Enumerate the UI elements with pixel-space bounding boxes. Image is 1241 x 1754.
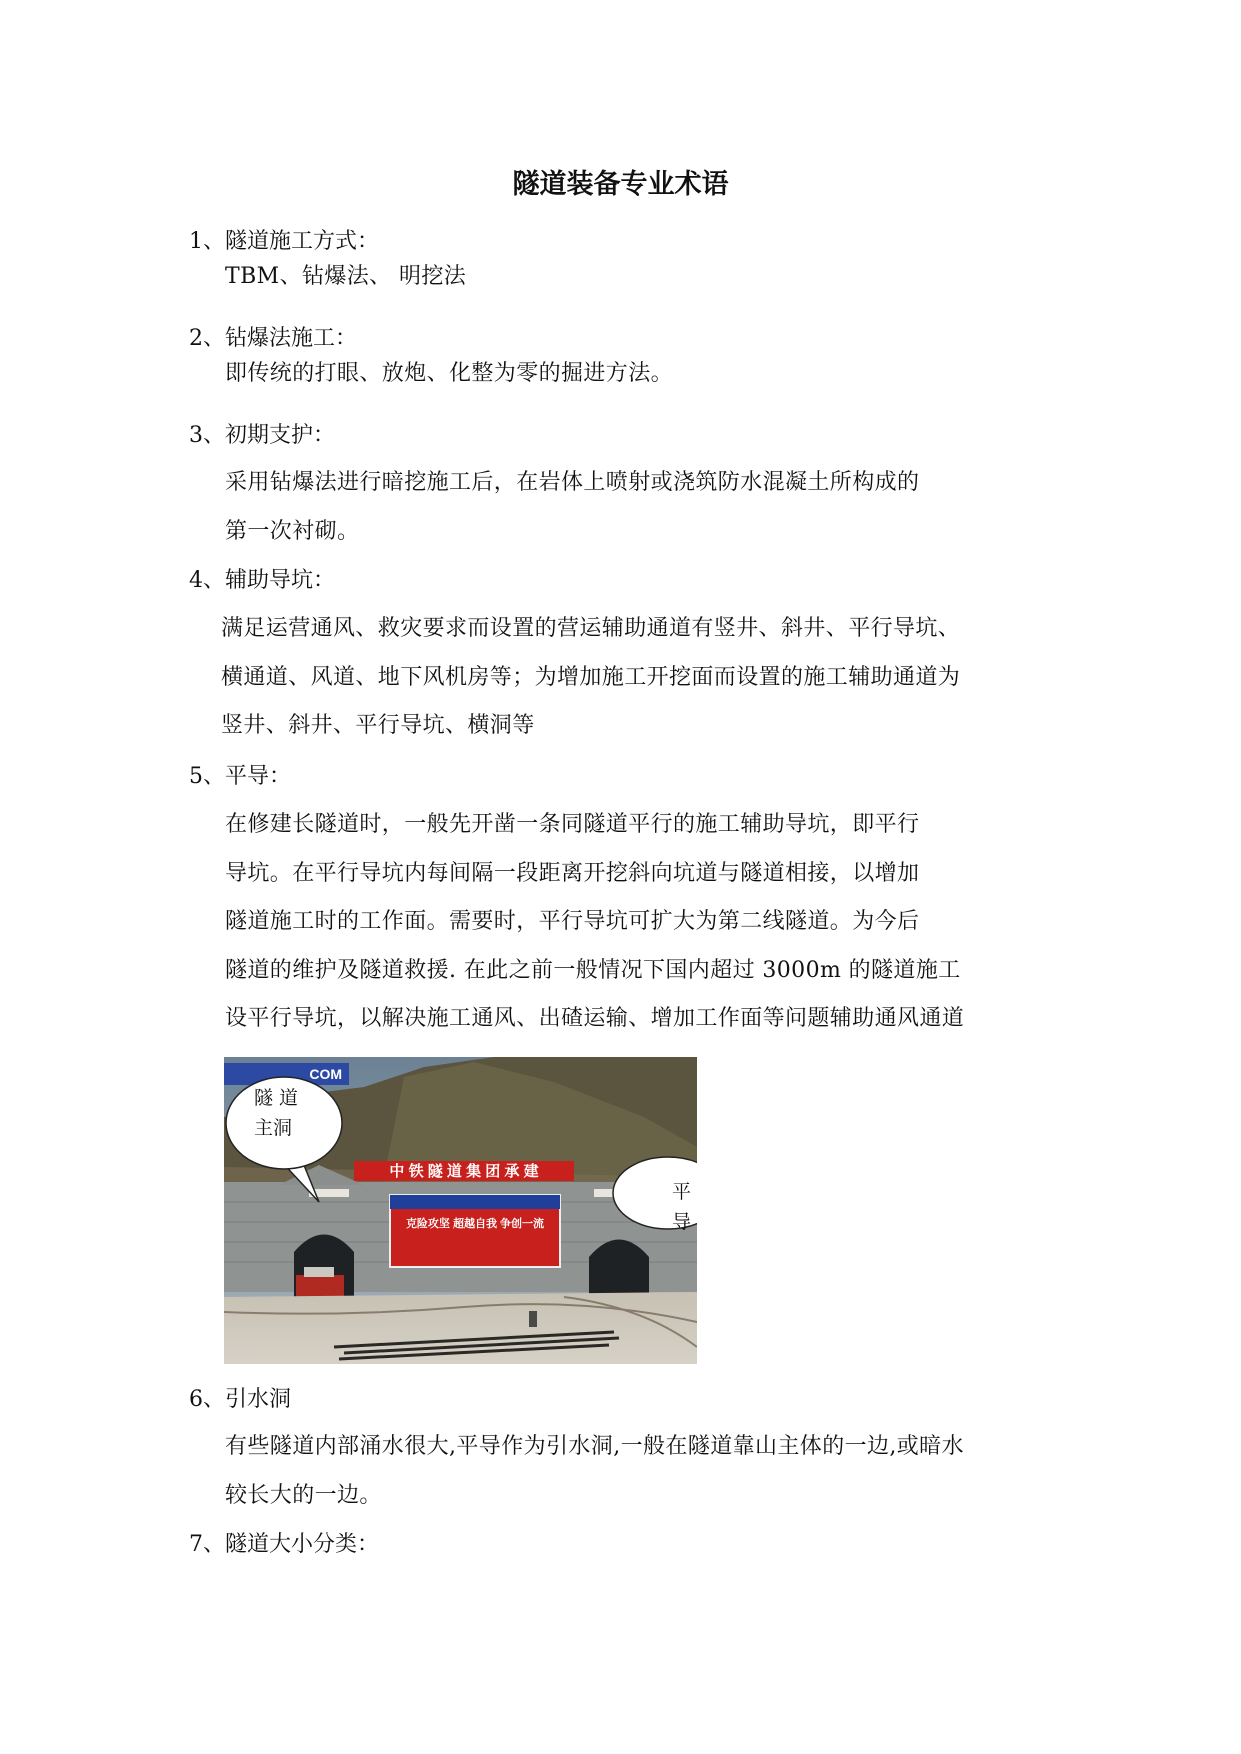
document-title: 隧道装备专业术语 — [512, 169, 729, 200]
section-4-line-2: 横通道、风道、地下风机房等；为增加施工开挖面而设置的施工辅助通道为 — [221, 664, 961, 690]
tunnel-portal-photo — [224, 1057, 697, 1364]
section-5-heading: 5、平导： — [189, 764, 291, 789]
callout-main-tunnel-line-1: 隧 道 — [254, 1087, 299, 1109]
section-3-body — [225, 459, 1060, 556]
photo-top-sign: 中 铁 隧 道 集 团 承 建 — [389, 1163, 539, 1180]
section-6-line-2: 较长大的一边。 — [225, 1482, 382, 1508]
section-6-line-1: 有些隧道内部涌水很大,平导作为引水洞,一般在隧道靠山主体的一边,或暗水 — [225, 1434, 964, 1459]
section-2-heading: 2、钻爆法施工： — [189, 326, 357, 351]
section-6-body — [225, 1423, 1060, 1520]
callout-main-tunnel-line-2: 主洞 — [254, 1117, 293, 1139]
section-5-line-4: 隧道的维护及隧道救援. 在此之前一般情况下国内超过 3000m 的隧道施工 — [225, 957, 961, 983]
section-4-line-3: 竖井、斜井、平行导坑、横洞等 — [221, 713, 535, 739]
section-5-line-5: 设平行导坑，以解决施工通风、出碴运输、增加工作面等问题辅助通风通道 — [225, 1006, 965, 1032]
section-4-body — [221, 605, 1061, 751]
section-5-body — [225, 801, 1060, 1044]
section-3-line-2: 第一次衬砌。 — [225, 518, 360, 544]
photo-banner-slogan: 克险攻坚 超越自我 争创一流 — [405, 1218, 545, 1230]
section-3-heading: 3、初期支护： — [189, 423, 335, 448]
section-2-line-1: 即传统的打眼、放炮、化整为零的掘进方法。 — [225, 361, 674, 386]
section-5-line-3: 隧道施工时的工作面。需要时，平行导坑可扩大为第二线隧道。为今后 — [225, 909, 920, 935]
section-7-heading: 7、隧道大小分类： — [189, 1532, 379, 1557]
callout-parallel-tunnel: 平导 — [672, 1181, 692, 1233]
photo-watermark: COM — [309, 1066, 342, 1082]
section-1-line-1: TBM、钻爆法、 明挖法 — [225, 264, 467, 289]
section-6-heading: 6、引水洞 — [189, 1387, 291, 1412]
section-3-line-1: 采用钻爆法进行暗挖施工后，在岩体上喷射或浇筑防水混凝土所构成的 — [225, 470, 920, 495]
section-1-body — [225, 253, 1060, 302]
section-4-heading: 4、辅助导坑： — [189, 568, 335, 593]
section-5-line-1: 在修建长隧道时，一般先开凿一条同隧道平行的施工辅助导坑，即平行 — [225, 812, 920, 837]
callout-main-tunnel — [254, 1083, 298, 1143]
section-2-body — [225, 350, 1060, 399]
section-1-heading: 1、隧道施工方式： — [189, 229, 379, 254]
section-5-line-2: 导坑。在平行导坑内每间隔一段距离开挖斜向坑道与隧道相接，以增加 — [225, 860, 920, 886]
section-4-line-1: 满足运营通风、救灾要求而设置的营运辅助通道有竖井、斜井、平行导坑、 — [221, 616, 961, 641]
